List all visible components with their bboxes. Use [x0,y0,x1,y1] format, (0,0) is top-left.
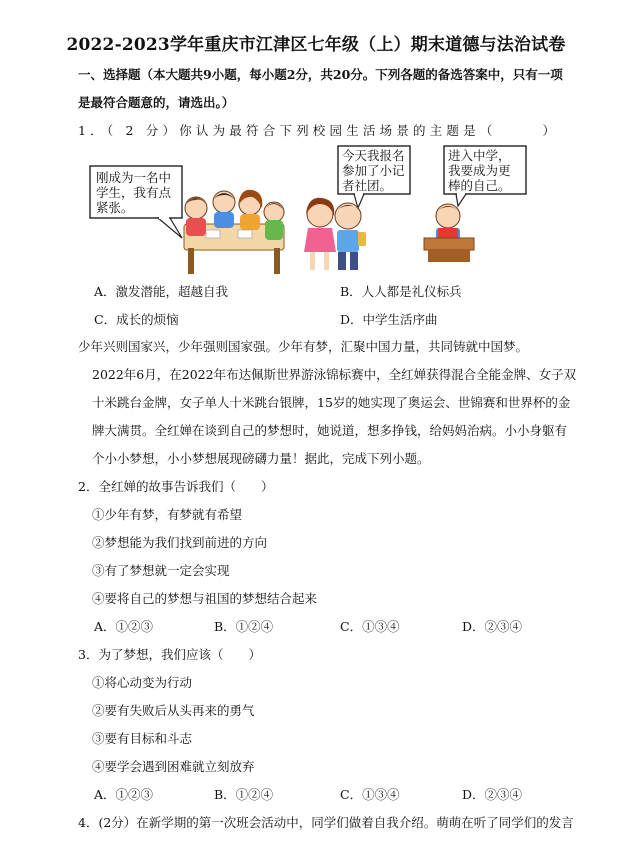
section-heading-line1: 一、选择题（本大题共9小题，每小题2分，共20分。下列各题的备选答案中，只有一项 [78,67,563,82]
illustration-students-group [88,160,288,278]
bubble1-line3: 紧张。 [96,200,134,215]
illustration-reading-student [418,142,530,264]
q2-item-4: ④要将自己的梦想与祖国的梦想结合起来 [92,591,318,606]
bubble3-line2: 我要成为更 [448,163,511,178]
q2-option-b: B．①②④ [214,619,274,634]
q1-option-c: C．成长的烦恼 [94,312,179,327]
bubble2-line1: 今天我报名 [342,148,405,163]
q1-stem [78,122,559,140]
q1-option-a: A．激发潜能，超越自我 [94,284,229,299]
page-title: 2022-2023学年重庆市江津区七年级（上）期末道德与法治试卷 [66,35,566,55]
q3-item-1: ①将心动变为行动 [92,675,193,690]
q1-stem-close: ） [542,123,560,138]
q3-item-3: ③要有目标和斗志 [92,731,193,746]
q3-option-d: D．②③④ [462,787,523,802]
q3-option-b: B．①②④ [214,787,274,802]
q1-option-b: B．人人都是礼仪标兵 [340,284,462,299]
q2-item-1: ①少年有梦，有梦就有希望 [92,507,243,522]
q2-item-2: ②梦想能为我们找到前进的方向 [92,535,268,550]
bubble1-line2: 学生，我有点 [96,185,172,200]
q2-stem: 2．全红婵的故事告诉我们（ ） [78,479,274,494]
q2-option-d: D．②③④ [462,619,523,634]
section-heading-line2: 是最符合题意的，请选出。） [78,95,235,110]
q3-option-c: C．①③④ [340,787,400,802]
bubble1-line1: 刚成为一名中 [96,170,172,185]
q3-item-4: ④要学会遇到困难就立刻放弃 [92,759,255,774]
q1-stem-text: 1．（ 2 分）你认为最符合下列校园生活场景的主题是（ [78,123,497,138]
passage-line1: 少年兴则国家兴，少年强则国家强。少年有梦，汇聚中国力量，共同铸就中国梦。 [78,339,529,354]
q4-stem: 4．(2分）在新学期的第一次班会活动中，同学们做着自我介绍。萌萌在听了同学们的发言 [78,815,574,830]
illustration-two-students [300,142,418,274]
q2-option-c: C．①③④ [340,619,400,634]
passage-line2: 2022年6月，在2022年布达佩斯世界游泳锦标赛中，全红婵获得混合全能金牌、女子双 [92,367,577,382]
passage-line5: 个小小梦想，小小梦想展现磅礴力量！据此，完成下列小题。 [92,451,430,466]
passage-line3: 十米跳台金牌，女子单人十米跳台银牌，15岁的她实现了奥运会、世锦赛和世界杯的金 [92,395,571,410]
q3-item-2: ②要有失败后从头再来的勇气 [92,703,255,718]
bubble3-line1: 进入中学， [448,148,511,163]
bubble3-line3: 棒的自己。 [448,178,511,193]
bubble2-line3: 者社团。 [342,178,393,193]
bubble2-line2: 参加了小记 [342,163,405,178]
q3-stem: 3．为了梦想，我们应该（ ） [78,647,261,662]
passage-line4: 牌大满贯。全红婵在谈到自己的梦想时，她说道，想多挣钱，给妈妈治病。小小身躯有 [92,423,568,438]
q1-option-d: D．中学生活序曲 [340,312,438,327]
q2-item-3: ③有了梦想就一定会实现 [92,563,230,578]
q2-option-a: A．①②③ [94,619,154,634]
q3-option-a: A．①②③ [94,787,154,802]
